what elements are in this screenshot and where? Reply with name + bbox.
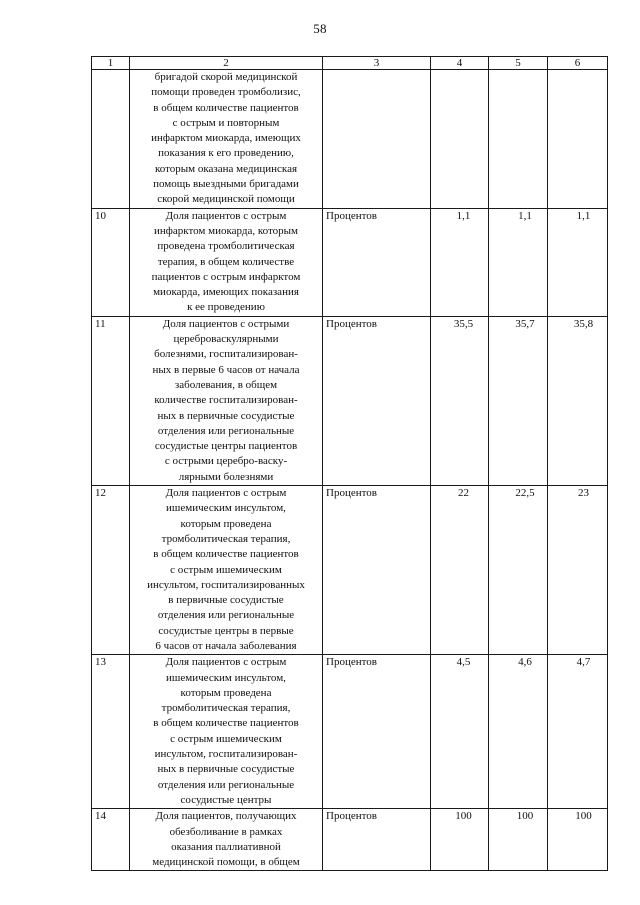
indicator-text-line: бригадой скорой медицинской bbox=[154, 71, 298, 83]
indicator-text-line: с острым ишемическим bbox=[170, 563, 282, 576]
indicator-text-line: которым оказана медицинская bbox=[154, 162, 298, 175]
indicator-text-line: помощи проведен тромболизис, bbox=[151, 86, 301, 99]
indicator-text-line: скорой медицинской помощи bbox=[157, 193, 295, 206]
unit-cell bbox=[323, 70, 431, 209]
value-text: 1,1 bbox=[456, 209, 471, 222]
indicator-name-cell bbox=[130, 208, 323, 316]
indicator-text-line: Доля пациентов с острыми bbox=[162, 317, 290, 330]
value-cell bbox=[548, 486, 608, 655]
row-number-cell: 14 bbox=[92, 809, 130, 871]
value-cell bbox=[548, 316, 608, 485]
indicator-text-line: инфарктом миокарда, которым bbox=[153, 224, 299, 237]
value-cell bbox=[489, 486, 548, 655]
table-header-row bbox=[92, 57, 608, 70]
value-cell bbox=[431, 70, 489, 209]
table-row bbox=[92, 316, 608, 485]
indicator-text-line: ишемическим инсультом, bbox=[166, 502, 286, 515]
indicator-text-line: инфарктом миокарда, имеющих bbox=[151, 132, 301, 145]
row-number-cell: 12 bbox=[92, 486, 130, 655]
value-text: 4,6 bbox=[518, 656, 532, 669]
value-cell bbox=[431, 316, 489, 485]
indicator-text-line: Доля пациентов с острым bbox=[165, 487, 287, 500]
indicator-text-line: отделения или региональные bbox=[157, 424, 295, 437]
indicator-text-line: сосудистые центры пациентов bbox=[154, 440, 298, 453]
indicator-text-line: заболевания, в общем bbox=[174, 378, 278, 391]
unit-cell: Процентов bbox=[323, 486, 431, 655]
indicator-name-cell bbox=[130, 655, 323, 809]
value-text: 4,7 bbox=[576, 656, 591, 669]
indicator-text-line: проведена тромболитическая bbox=[157, 240, 295, 253]
indicator-text-line: сосудистые центры bbox=[180, 793, 272, 806]
value-cell bbox=[548, 70, 608, 209]
indicator-text-line: миокарда, имеющих показания bbox=[153, 286, 299, 299]
indicator-text-line: цереброваскулярными bbox=[173, 333, 279, 346]
indicator-text-line: помощь выездными бригадами bbox=[153, 178, 299, 191]
row-number-cell: 10 bbox=[92, 208, 130, 316]
indicator-name-cell bbox=[130, 486, 323, 655]
indicator-text-line: количестве госпитализирован- bbox=[154, 394, 298, 407]
value-cell bbox=[489, 208, 548, 316]
page-number: 58 bbox=[313, 21, 327, 36]
value-text: 22,5 bbox=[515, 487, 535, 500]
indicator-text-line: инсультом, госпитализированных bbox=[147, 578, 305, 591]
value-cell bbox=[431, 655, 489, 809]
value-text: 1,1 bbox=[518, 209, 532, 222]
indicators-table bbox=[91, 56, 608, 871]
indicator-text-line: сосудистые центры в первые bbox=[158, 624, 294, 637]
column-header: 1 bbox=[92, 57, 130, 70]
row-number-cell: 11 bbox=[92, 316, 130, 485]
indicator-text-line: болезнями, госпитализирован- bbox=[154, 348, 298, 361]
value-text: 4,5 bbox=[456, 656, 471, 669]
indicator-text-line: медицинской помощи, в общем bbox=[152, 856, 300, 869]
unit-cell: Процентов bbox=[323, 809, 431, 871]
row-number-cell: 13 bbox=[92, 655, 130, 809]
indicator-name-cell bbox=[130, 316, 323, 485]
value-cell bbox=[489, 316, 548, 485]
indicator-text-line: отделения или региональные bbox=[157, 609, 295, 622]
value-text: 1,1 bbox=[576, 209, 591, 222]
indicator-text-line: в общем количестве пациентов bbox=[153, 101, 299, 114]
indicator-text-line: в общем количестве пациентов bbox=[153, 548, 299, 561]
value-cell bbox=[548, 809, 608, 871]
value-text: 35,8 bbox=[573, 317, 594, 330]
value-text: 35,5 bbox=[453, 317, 474, 330]
value-cell bbox=[548, 655, 608, 809]
column-header: 6 bbox=[548, 57, 608, 70]
indicator-text-line: в общем количестве пациентов bbox=[153, 717, 299, 730]
value-cell bbox=[489, 809, 548, 871]
indicator-text-line: Доля пациентов, получающих bbox=[155, 810, 297, 823]
indicator-text-line: тромболитическая терапия, bbox=[161, 532, 291, 545]
indicator-text-line: которым проведена bbox=[180, 517, 272, 530]
table-body bbox=[92, 57, 608, 871]
column-header: 3 bbox=[323, 57, 431, 70]
indicator-text-line: в первичные сосудистые bbox=[168, 594, 284, 607]
indicator-text-line: обезболивание в рамках bbox=[169, 825, 283, 838]
indicator-text-line: отделения или региональные bbox=[157, 778, 295, 791]
indicator-text-line: ишемическим инсультом, bbox=[166, 671, 286, 684]
value-text: 100 bbox=[455, 810, 472, 823]
value-text: 100 bbox=[575, 810, 592, 823]
column-header: 2 bbox=[130, 57, 323, 70]
table-row bbox=[92, 208, 608, 316]
value-text: 35,7 bbox=[515, 317, 535, 330]
indicator-text-line: пациентов с острым инфарктом bbox=[151, 270, 301, 283]
table-row bbox=[92, 70, 608, 209]
row-number-cell bbox=[92, 70, 130, 209]
indicator-text-line: тромболитическая терапия, bbox=[161, 702, 291, 715]
indicator-text-line: лярными болезнями bbox=[178, 470, 274, 483]
indicator-text-line: Доля пациентов с острым bbox=[165, 656, 287, 669]
indicator-text-line: 6 часов от начала заболевания bbox=[155, 639, 297, 652]
indicator-text-line: которым проведена bbox=[180, 686, 272, 699]
value-cell bbox=[431, 208, 489, 316]
unit-cell: Процентов bbox=[323, 655, 431, 809]
indicator-text-line: к ее проведению bbox=[187, 301, 265, 314]
column-header: 5 bbox=[489, 57, 548, 70]
column-header: 4 bbox=[431, 57, 489, 70]
unit-cell: Процентов bbox=[323, 208, 431, 316]
unit-cell: Процентов bbox=[323, 316, 431, 485]
indicator-text-line: Доля пациентов с острым bbox=[165, 209, 287, 222]
value-text: 22 bbox=[458, 487, 469, 500]
value-cell bbox=[489, 70, 548, 209]
table-row bbox=[92, 486, 608, 655]
value-cell bbox=[431, 486, 489, 655]
value-text: 23 bbox=[578, 487, 589, 500]
indicator-text-line: с острым и повторным bbox=[172, 116, 280, 129]
indicator-text-line: с острым ишемическим bbox=[170, 732, 282, 745]
indicator-text-line: инсультом, госпитализирован- bbox=[154, 748, 298, 761]
indicator-text-line: оказания паллиативной bbox=[171, 840, 281, 853]
indicator-text-line: терапия, в общем количестве bbox=[157, 255, 295, 268]
indicator-name-cell bbox=[130, 70, 323, 209]
value-cell bbox=[431, 809, 489, 871]
value-text: 100 bbox=[516, 810, 534, 823]
indicator-text-line: ных в первые 6 часов от начала bbox=[152, 363, 300, 376]
indicator-text-line: с острыми церебро-васку- bbox=[164, 455, 288, 468]
table-row bbox=[92, 809, 608, 871]
value-cell bbox=[489, 655, 548, 809]
table-row bbox=[92, 655, 608, 809]
indicator-text-line: ных в первичные сосудистые bbox=[157, 763, 295, 776]
indicator-text-line: показания к его проведению, bbox=[158, 147, 294, 160]
value-cell bbox=[548, 208, 608, 316]
indicator-text-line: ных в первичные сосудистые bbox=[157, 409, 295, 422]
indicator-name-cell bbox=[130, 809, 323, 871]
